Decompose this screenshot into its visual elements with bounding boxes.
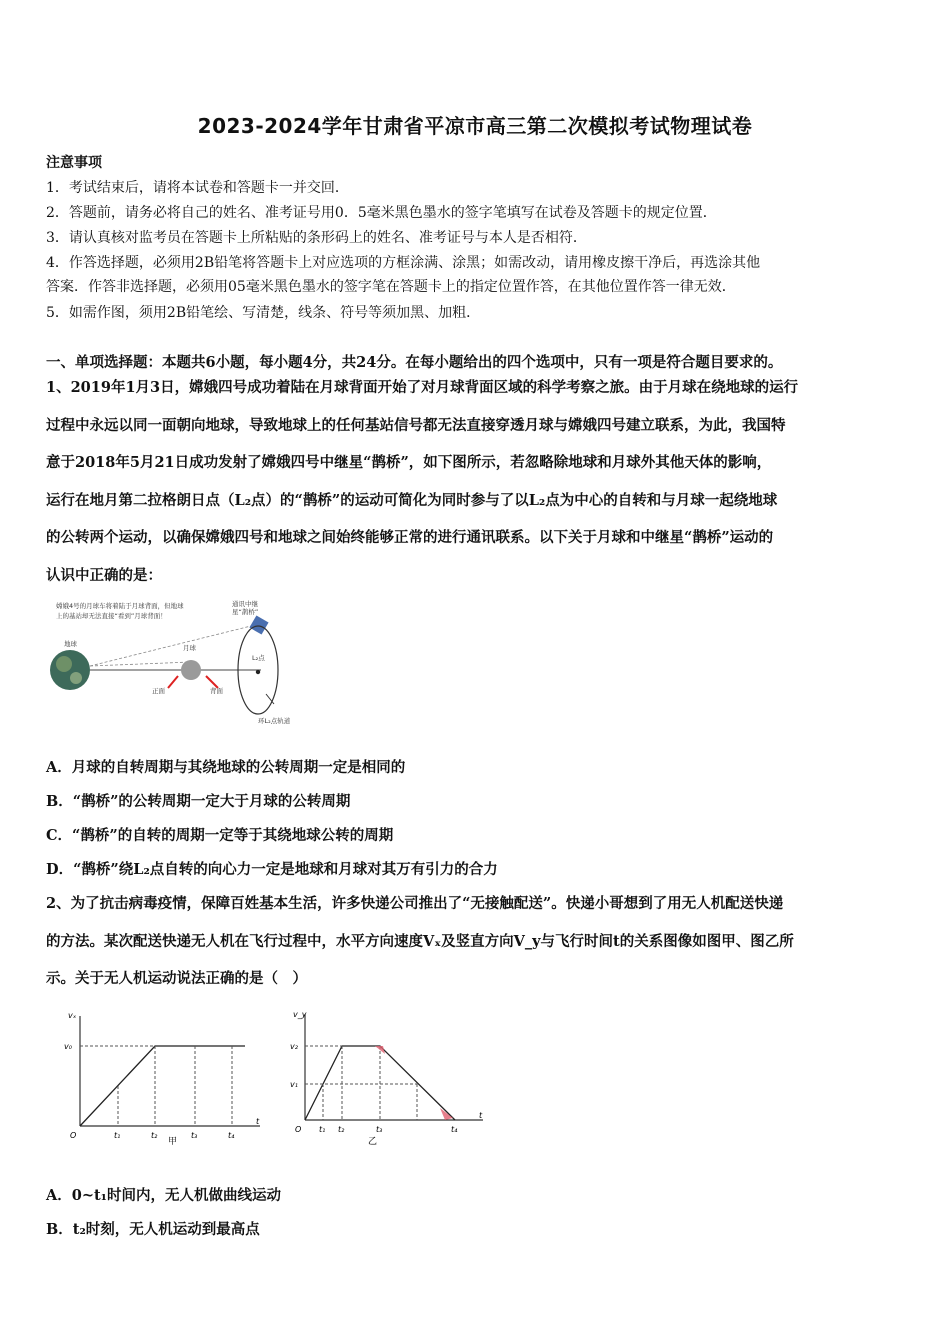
notice-item: 1．考试结束后，请将本试卷和答题卡一并交回． (46, 180, 349, 196)
t3-tick: t₃ (376, 1125, 383, 1134)
option-a: A．月球的自转周期与其绕地球的公转周期一定是相同的 (46, 759, 406, 776)
figure-note-2: 上的基站却无法直接“看到”月球背面！ (56, 612, 167, 620)
option-a: A．0~t₁时间内，无人机做曲线运动 (46, 1187, 282, 1204)
notice-item: 5．如需作图，须用2B铅笔绘、写清楚，线条、符号等须加黑、加粗． (46, 305, 481, 321)
y-axis-label: v_y (293, 1010, 307, 1019)
t1-tick: t₁ (114, 1131, 121, 1140)
question-text-line: 意于2018年5月21日成功发射了嫦娥四号中继星“鹊桥”，如下图所示，若忽略除地球和月球外其他天体的影响， (46, 454, 772, 471)
t4-tick: t₄ (228, 1131, 235, 1140)
t-axis-label: t (479, 1111, 483, 1120)
l2-point (256, 670, 260, 674)
v1-tick: v₁ (290, 1080, 298, 1089)
origin-label: O (70, 1131, 77, 1140)
earth-moon-relay-figure (46, 596, 316, 728)
moon-body (181, 660, 201, 680)
notice-item: 2．答题前，请务必将自己的姓名、准考证号用0．5毫米黑色墨水的签字笔填写在试卷及答题卡的规定位置． (46, 205, 717, 221)
option-c: C．“鹊桥”的自转的周期一定等于其绕地球公转的周期 (46, 827, 394, 844)
relay-label-1: 通讯中继 (232, 600, 258, 608)
graph-caption: 乙 (368, 1137, 378, 1147)
origin-label: O (295, 1125, 302, 1134)
option-b: B．“鹊桥”的公转周期一定大于月球的公转周期 (46, 793, 351, 810)
t2-tick: t₂ (338, 1125, 345, 1134)
question-text-line: 1、2019年1月3日，嫦娥四号成功着陆在月球背面开始了对月球背面区域的科学考察之旅。由于月球在绕地球的运行 (46, 379, 799, 396)
t2-tick: t₂ (151, 1131, 158, 1140)
option-b: B．t₂时刻，无人机运动到最高点 (46, 1221, 260, 1238)
section-heading: 一、单项选择题：本题共6小题，每小题4分，共24分。在每小题给出的四个选项中，只有一项是符合题目要求的。 (46, 354, 783, 371)
earth-globe (50, 650, 90, 690)
y-axis-label: vₓ (68, 1011, 77, 1020)
front-label: 正面 (152, 687, 165, 695)
vx-curve (80, 1046, 245, 1126)
question-text-line: 2、为了抗击病毒疫情，保障百姓基本生活，许多快递公司推出了“无接触配送”。快递小哥想到了用无人机配送快递 (46, 895, 784, 912)
t3-tick: t₃ (191, 1131, 198, 1140)
sight-line (90, 626, 251, 666)
earth-landmass (56, 656, 72, 672)
relay-label-2: 星“鹊桥” (232, 608, 259, 616)
question-text-line: 的方法。某次配送快递无人机在飞行过程中，水平方向速度Vₓ及竖直方向V_y与飞行时间t的关系图像如图甲、图乙所 (46, 933, 794, 950)
figure-note-1: 嫦娥4号的月球车将着陆于月球背面，但地球 (56, 602, 184, 610)
front-arrow (168, 676, 178, 688)
notice-item: 4．作答选择题，必须用2B铅笔将答题卡上对应选项的方框涂满、涂黑；如需改动，请用橡皮擦干净后，再选涂其他 (46, 255, 761, 271)
notice-item: 3．请认真核对监考员在答题卡上所粘贴的条形码上的姓名、准考证号与本人是否相符． (46, 230, 587, 246)
graph-caption: 甲 (168, 1137, 178, 1147)
v0-tick: v₀ (64, 1042, 72, 1051)
earth-label: 地球 (64, 640, 77, 648)
question-text-line: 运行在地月第二拉格朗日点（L₂点）的“鹊桥”的运动可简化为同时参与了以L₂点为中心的自转和与月球一起绕地球 (46, 492, 778, 509)
earth-landmass (70, 672, 82, 684)
page-title: 2023-2024学年甘肃省平凉市高三第二次模拟考试物理试卷 (197, 114, 753, 138)
option-d: D．“鹊桥”绕L₂点自转的向心力一定是地球和月球对其万有引力的合力 (46, 861, 498, 878)
notice-item: 答案．作答非选择题，必须用05毫米黑色墨水的签字笔在答题卡上的指定位置作答，在其他位置作答一律无效． (46, 279, 736, 295)
t1-tick: t₁ (319, 1125, 326, 1134)
back-label: 背面 (210, 687, 223, 695)
v2-tick: v₂ (290, 1042, 298, 1051)
graph-vertical-velocity (285, 1008, 495, 1148)
notice-heading: 注意事项 (46, 155, 102, 171)
t4-tick: t₄ (451, 1125, 458, 1134)
t-axis-label: t (256, 1117, 260, 1126)
relay-satellite-icon (249, 615, 268, 634)
moon-label: 月球 (183, 644, 196, 652)
red-mark (440, 1108, 453, 1120)
orbit-label: 环L₂点轨道 (258, 717, 291, 725)
l2-label: L₂点 (252, 654, 265, 662)
question-text-line: 的公转两个运动，以确保嫦娥四号和地球之间始终能够正常的进行通讯联系。以下关于月球和中继星“鹊桥”运动的 (46, 529, 774, 546)
question-text-line: 示。关于无人机运动说法正确的是（ ） (46, 970, 307, 987)
graph-horizontal-velocity (60, 1008, 270, 1148)
question-text-line: 认识中正确的是： (46, 567, 162, 584)
question-text-line: 过程中永远以同一面朝向地球，导致地球上的任何基站信号都无法直接穿透月球与嫦娥四号建立联系，为此，我国特 (46, 417, 786, 434)
